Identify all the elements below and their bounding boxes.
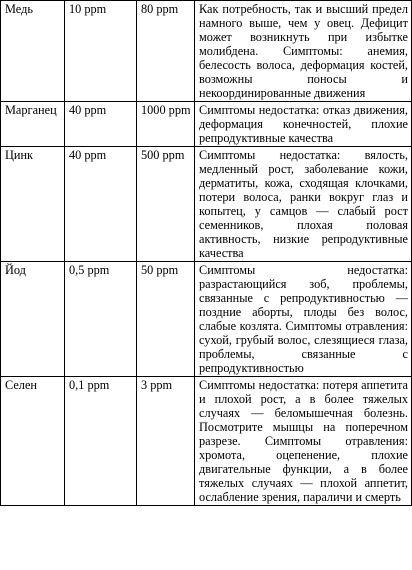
mineral-name-cell: Марганец [1,102,65,147]
symptoms-note-cell: Симптомы недостатка: отказ движения, деформация конечностей, плохие репродуктивные качества [195,102,412,147]
symptoms-note-cell: Как потребность, так и высший предел намного выше, чем у овец. Дефицит может возникнуть при избытке молибдена. Симптомы: анемия, белесость волоса, деформация костей, возможны поносы и некоординированные движения [195,1,412,102]
requirement-cell: 10 ppm [65,1,137,102]
max-level-cell: 50 ppm [137,262,195,377]
mineral-name-cell: Медь [1,1,65,102]
requirement-cell: 0,5 ppm [65,262,137,377]
table-row-selenium [1,377,412,506]
requirement-cell: 40 ppm [65,147,137,262]
table-row-zinc [1,147,412,262]
table-row-manganese [1,102,412,147]
table-row-iodine [1,262,412,377]
symptoms-note-cell: Симптомы недостатка: вялость, медленный рост, заболевание кожи, дерматиты, кожа, сходящая клочками, потери волоса, ранки вокруг глаз и копытец, у самцов — слабый рост семенников, плохая половая активность, низкие репродуктивные качества [195,147,412,262]
symptoms-note-cell: Симптомы недостатка: разрастающийся зоб, проблемы, связанные с репродуктивностью — поздние аборты, плоды без волос, слабые козлята. Симптомы отравления: сухой, грубый волос, слезящиеся глаза, проблемы, связанные с репродуктивностью [195,262,412,377]
max-level-cell: 1000 ppm [137,102,195,147]
requirement-cell: 0,1 ppm [65,377,137,506]
max-level-cell: 500 ppm [137,147,195,262]
symptoms-note-cell: Симптомы недостатка: потеря аппетита и плохой рост, а в более тяжелых случаях — беломышечная болезнь. Посмотрите мышцы на поперечном разрезе. Симптомы отравления: хромота, оцепенение, плохие двигательные функции, а в более тяжелых случаях — плохой аппетит, ослабление зрения, параличи и смерть [195,377,412,506]
max-level-cell: 3 ppm [137,377,195,506]
mineral-name-cell: Селен [1,377,65,506]
max-level-cell: 80 ppm [137,1,195,102]
requirement-cell: 40 ppm [65,102,137,147]
table-row-copper [1,1,412,102]
mineral-name-cell: Йод [1,262,65,377]
mineral-name-cell: Цинк [1,147,65,262]
